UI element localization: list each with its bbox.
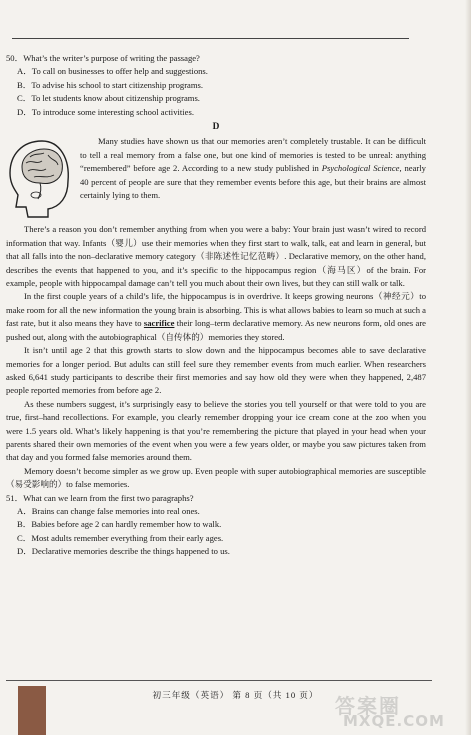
p3-text-a: In the first couple years of a child’s life, the hippocampus is in overdrive. It keeps growing neurons（神经元）to make room for all the new information the young brain is absorbing. This is what allows babies to learn so much at such a fast rate, but it also means they have to (6, 291, 426, 329)
option-c: C．To let students know about citizenship programs. (17, 93, 200, 104)
p1-text-b: , nearly 40 percent of people are sure that they remember events before this age, but their brains are almost certainly lying to them. (80, 163, 426, 201)
page-edge-shadow (465, 0, 471, 735)
document-page (6, 52, 426, 559)
option-b: B．Babies before age 2 can hardly remember how to walk. (17, 519, 222, 530)
p1-text-a: Many studies have shown us that our memories aren’t completely trustable. It can be difficult to tell a real memory from a false one, but one kind of memories is tested to be unreal: anything “remembered” before age 2. According to a new study published in (80, 136, 426, 174)
question-50 (6, 52, 426, 119)
option-b: B．To advise his school to start citizenship programs. (17, 79, 204, 90)
brain-head-icon (4, 137, 74, 223)
passage-paragraph-5: As these numbers suggest, it’s surprisingly easy to believe the stories you tell yourself or that were told to you are true, first–hand recollections. For example, you clearly remember dropping your ice cream cone at the zoo when you were 1.5 years old. What’s likely happening is that you’re remembering the picture that played in your head when your parents shared their own memories of the event when you were a few years older, or maybe you saw pictures taken from that day and you formed false memories around them. (6, 398, 426, 463)
watermark-line-2: MXQE.COM (343, 712, 445, 730)
watermark-line-1: 答案圈 (335, 694, 401, 718)
passage-paragraph-6: Memory doesn’t become simpler as we grow up. Even people with super autobiographical memories are susceptible（易受影响的）to false memories. (6, 465, 426, 490)
page-footer: 初三年级（英语） 第 8 页（共 10 页） (152, 690, 319, 700)
section-heading: D (212, 122, 220, 133)
passage-paragraph-3 (6, 290, 426, 344)
journal-title: Psychological Science (321, 163, 400, 174)
question-stem: 50．What’s the writer’s purpose of writing the passage? (6, 53, 200, 63)
p3-text-b: their long–term declarative memory. As new neurons form, old ones are pushed out, along with the autobiographical（自传体的）memories they stored. (6, 318, 426, 342)
option-c: C．Most adults remember everything from their early ages. (17, 532, 224, 543)
option-a: A．To call on businesses to offer help and suggestions. (17, 66, 208, 77)
question-51 (6, 492, 426, 559)
watermark (327, 690, 449, 732)
passage-d (6, 135, 426, 491)
passage-paragraph-4: It isn’t until age 2 that this growth starts to slow down and the hippocampus becomes able to save declarative memories for a longer period. But adults can still feel sure they remember events from much earlier. When researchers asked 6,641 study participants to describe their first memories and say how old they were when they happened, 2,487 people reported memories from before age 2. (6, 345, 426, 396)
underlined-word: sacrifice (143, 318, 175, 329)
passage-paragraph-2: There’s a reason you don’t remember anything from when you were a baby: Your brain just wasn’t wired to record information that way. Infants（婴儿）use their memories when they first start to walk, talk, eat and learn in general, but that all falls into the non–declarative memory category（非陈述性记忆范畴）. Declarative memory, on the other hand, describes the events that happened to you, and it’s specific to the hippocampus region（海马区）of the brain. For example, people with hippocampal damage can’t tell you much about their own lives, but they can still walk or talk. (6, 224, 426, 289)
option-a: A．Brains can change false memories into real ones. (17, 505, 200, 516)
option-d: D．Declarative memories describe the things happened to us. (17, 546, 230, 557)
question-stem: 51．What can we learn from the first two paragraphs? (6, 492, 194, 503)
option-d: D．To introduce some interesting school activities. (17, 106, 194, 117)
footer-rule (6, 680, 432, 681)
top-rule (12, 38, 409, 39)
